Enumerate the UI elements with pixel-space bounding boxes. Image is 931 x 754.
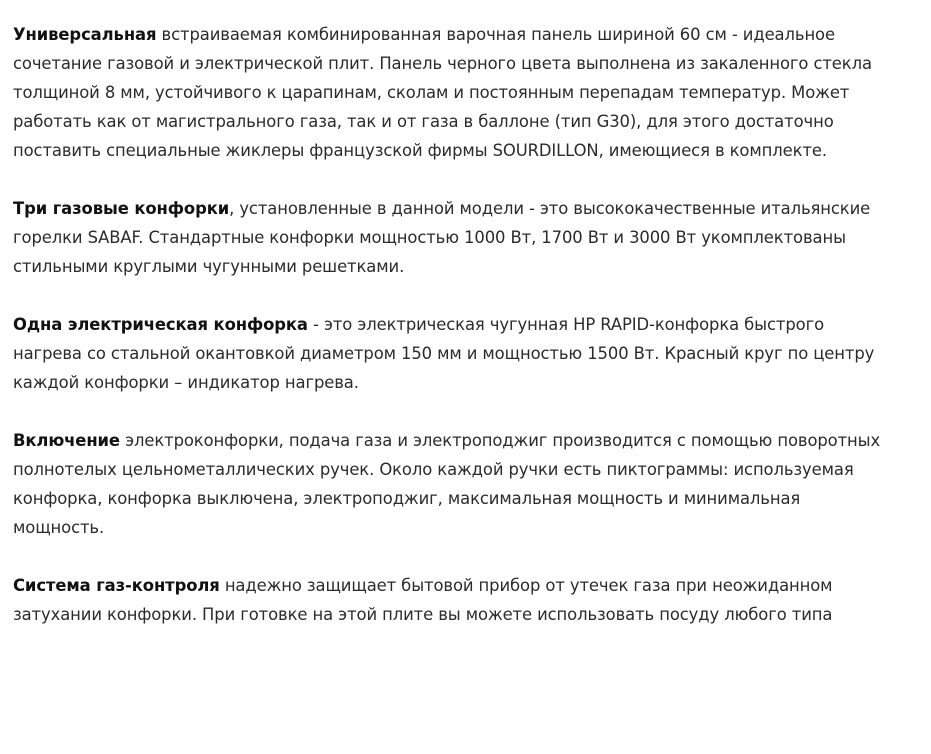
- paragraph-text: электроконфорки, подача газа и электроподжиг производится с помощью поворотных полнотелых цельнометаллических ручек. Около каждой ручки есть пиктограммы: используемая конфорка, конфорка выключена, электроподжиг, максимальная мощность и минимальная мощность.: [13, 431, 881, 537]
- paragraph-heading: Одна электрическая конфорка: [13, 315, 308, 334]
- paragraph-heading: Система газ-контроля: [13, 576, 220, 595]
- paragraph-text: - это электрическая чугунная HP RAPID-конфорка быстрого нагрева со стальной окантовкой диаметром 150 мм и мощностью 1500 Вт. Красный круг по центру каждой конфорки – индикатор нагрева.: [13, 315, 875, 392]
- paragraph-gas-control: [13, 571, 881, 629]
- paragraph-gas-burners: [13, 194, 881, 281]
- paragraph-text: , установленные в данной модели - это высококачественные итальянские горелки SABAF. Стандартные конфорки мощностью 1000 Вт, 1700 Вт и 3000 Вт укомплектованы стильными круглыми чугунными решетками.: [13, 199, 871, 276]
- paragraph-universal: [13, 20, 881, 165]
- paragraph-heading: Три газовые конфорки: [13, 199, 230, 218]
- paragraph-text: надежно защищает бытовой прибор от утечек газа при неожиданном затухании конфорки. При готовке на этой плите вы можете использовать посуду любого типа: [13, 576, 833, 624]
- paragraph-text: встраиваемая комбинированная варочная панель шириной 60 см - идеальное сочетание газовой и электрической плит. Панель черного цвета выполнена из закаленного стекла толщиной 8 мм, устойчивого к царапинам, сколам и постоянным перепадам температур. Может работать как от магистрального газа, так и от газа в баллоне (тип G30), для этого достаточно поставить специальные жиклеры французской фирмы SOURDILLON, имеющиеся в комплекте.: [13, 25, 872, 160]
- paragraph-heading: Включение: [13, 431, 120, 450]
- paragraph-heading: Универсальная: [13, 25, 157, 44]
- paragraph-electric-burner: [13, 310, 881, 397]
- paragraph-controls: [13, 426, 881, 542]
